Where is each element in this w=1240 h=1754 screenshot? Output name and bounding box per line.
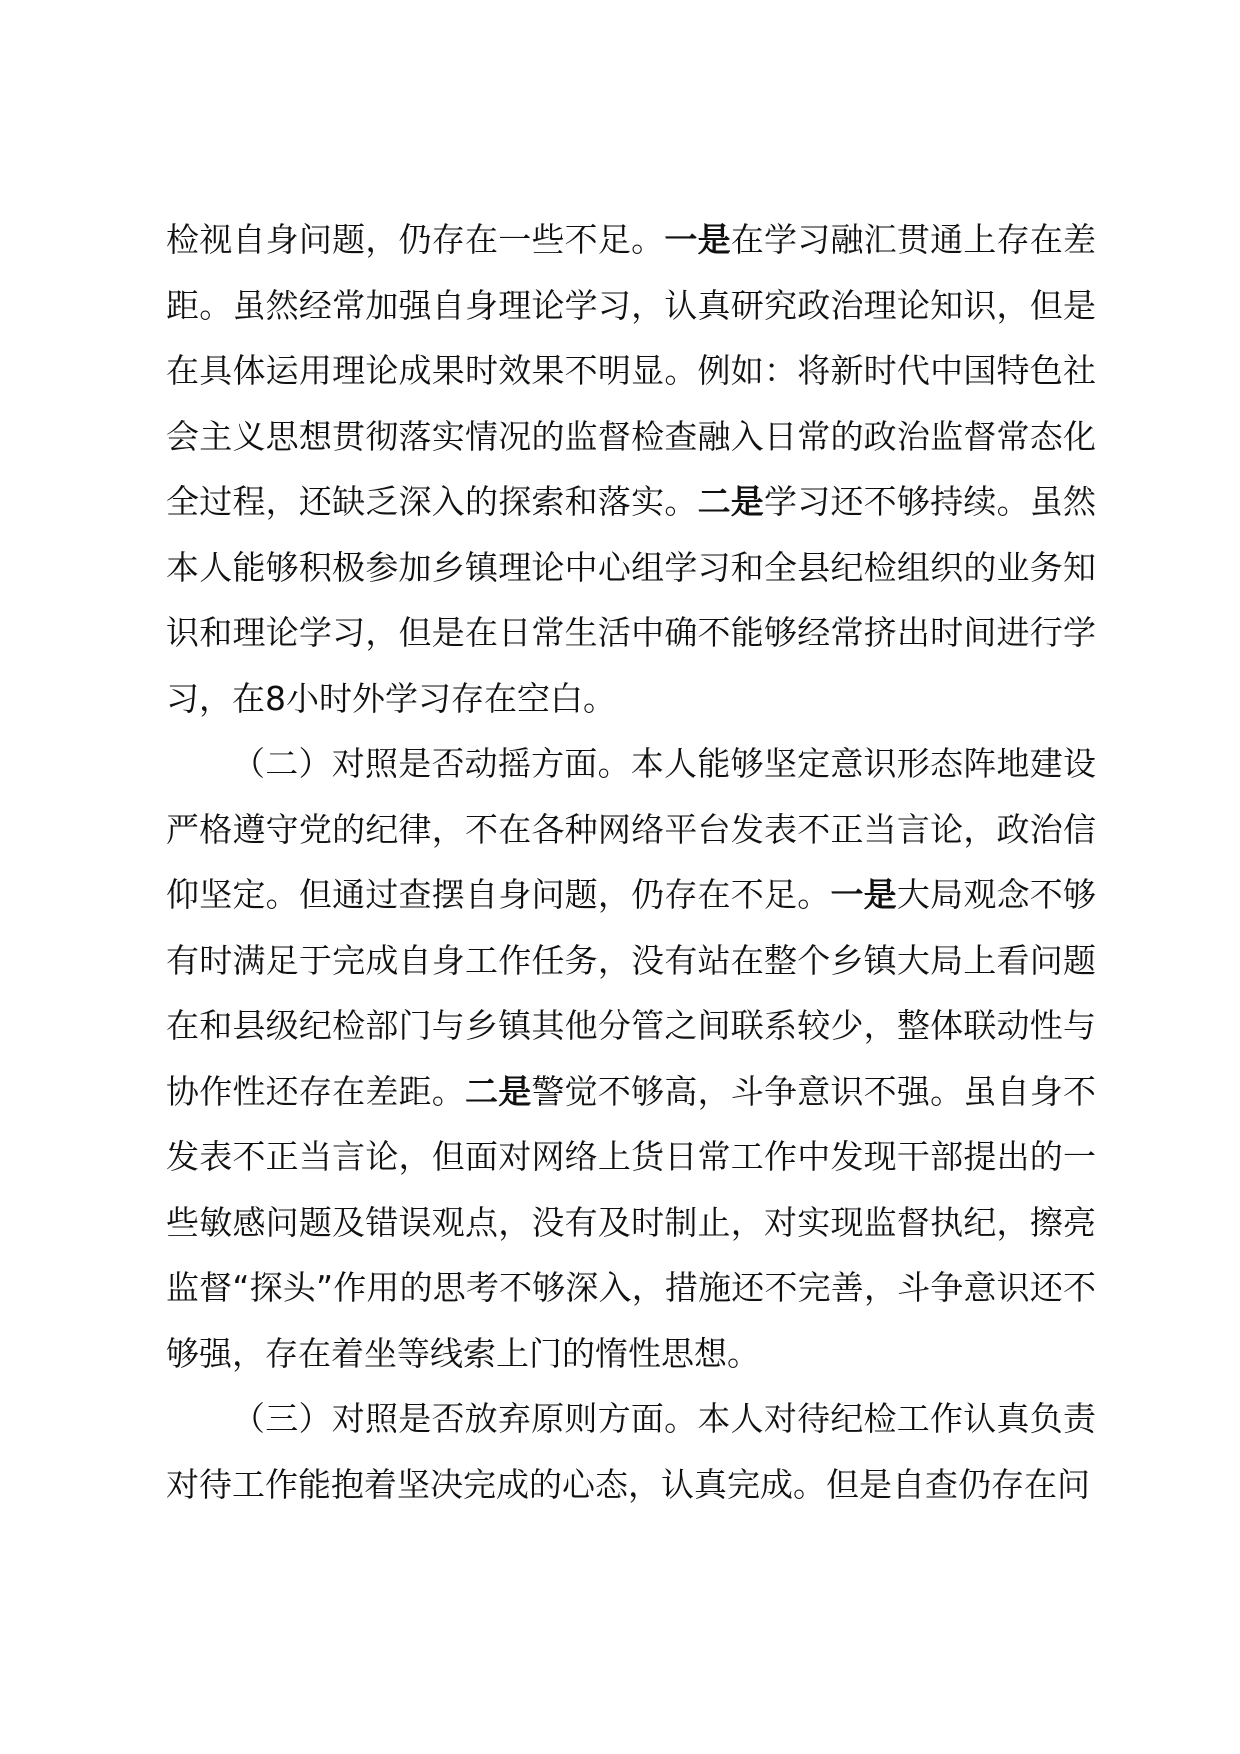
text-run: 学习还不够持续。虽然本人能够积极参加乡镇理论中心组学习和全县纪检组织的业务知识和理论学习，但是在日常生活中确不能够经常挤出时间进行学习，在8小时外学习存在空白。 <box>166 482 1097 718</box>
bold-marker-yishi: 一是 <box>664 220 731 259</box>
paragraph-3 <box>166 1386 1096 1517</box>
text-run: 警觉不够高，斗争意识不强。虽自身不发表不正当言论，但面对网络上货日常工作中发现干部提出的一些敏感问题及错误观点，没有及时制止，对实现监督执纪，擦亮监督“探头”作用的思考不够深入，措施还不完善，斗争意识还不够强，存在着坐等线索上门的惰性思想。 <box>166 1071 1097 1373</box>
text-run: 在学习融汇贯通上存在差距。虽然经常加强自身理论学习，认真研究政治理论知识，但是在具体运用理论成果时效果不明显。例如：将新时代中国特色社会主义思想贯彻落实情况的监督检查融入日常的政治监督常态化全过程，还缺乏深入的探索和落实。 <box>166 220 1097 521</box>
bold-marker-yishi: 一是 <box>830 875 897 914</box>
paragraph-2 <box>166 731 1096 1386</box>
text-run: 检视自身问题，仍存在一些不足。 <box>166 220 665 259</box>
paragraph-1 <box>166 207 1096 731</box>
bold-marker-ershi: 二是 <box>697 482 765 521</box>
text-run: 大局观念不够有时满足于完成自身工作任务，没有站在整个乡镇大局上看问题在和县级纪检部门与乡镇其他分管之间联系较少，整体联动性与协作性还存在差距。 <box>166 875 1097 1111</box>
article-body <box>166 207 1096 1517</box>
text-run: （三）对照是否放弃原则方面。本人对待纪检工作认真负责对待工作能抱着坚决完成的心态，认真完成。但是自查仍存在问 <box>166 1399 1096 1504</box>
text-run: （二）对照是否动摇方面。本人能够坚定意识形态阵地建设严格遵守党的纪律，不在各种网络平台发表不正当言论，政治信仰坚定。但通过查摆自身问题，仍存在不足。 <box>166 744 1096 914</box>
bold-marker-ershi: 二是 <box>465 1071 532 1111</box>
